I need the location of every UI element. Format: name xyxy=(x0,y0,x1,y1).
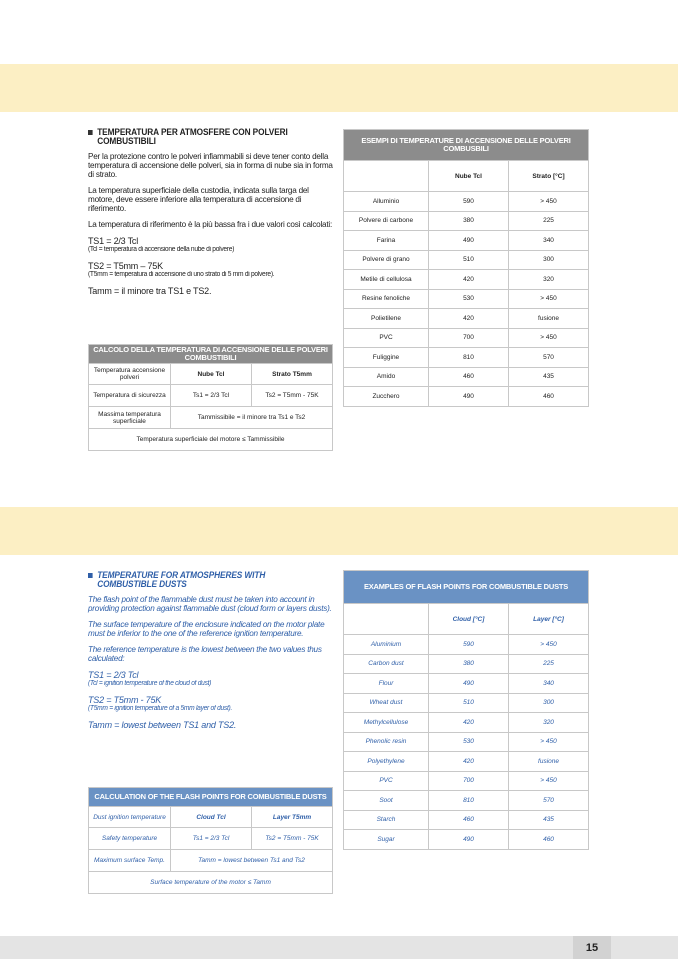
table-cell: 225 xyxy=(509,211,589,231)
material-name: Polvere di grano xyxy=(344,250,429,270)
table-cell: 420 xyxy=(429,270,509,290)
table-cell: Ts1 = 2/3 Tcl xyxy=(171,385,252,407)
table-cell: Tammissibile = il minore tra Ts1 e Ts2 xyxy=(171,407,333,429)
column-header-layer: Strato [°C] xyxy=(509,161,589,192)
table-title: EXAMPLES OF FLASH POINTS FOR COMBUSTIBLE DUSTS xyxy=(344,571,589,604)
table-cell: 340 xyxy=(509,231,589,251)
table-cell: Tamm = lowest between Ts1 and Ts2 xyxy=(171,850,333,872)
table-cell: 700 xyxy=(429,771,509,791)
column-header-cloud: Nube Tcl xyxy=(171,364,252,385)
material-name: Starch xyxy=(344,810,429,830)
english-ts1-note: (Tcl = ignition temperature of the cloud of dust) xyxy=(88,680,212,687)
english-ts2-formula: TS2 = T5mm - 75K xyxy=(88,695,162,705)
italian-tamm-formula: Tamm = il minore tra TS1 e TS2. xyxy=(88,286,212,296)
table-row xyxy=(344,211,589,231)
table-cell: 320 xyxy=(509,713,589,733)
italian-paragraph-1: Per la protezione contro le polveri infiammabili si deve tener conto della temperatura di accensione delle polveri, sia in forma di nube sia in forma di strato. xyxy=(88,151,333,179)
table-cell: 380 xyxy=(429,654,509,674)
table-row xyxy=(344,732,589,752)
table-cell: fusione xyxy=(509,309,589,329)
material-name: Methylcellulose xyxy=(344,713,429,733)
english-paragraph-3: The reference temperature is the lowest between the two values thus calculated: xyxy=(88,644,322,663)
table-cell: 810 xyxy=(429,348,509,368)
table-cell: 380 xyxy=(429,211,509,231)
table-row xyxy=(344,192,589,212)
material-name: Farina xyxy=(344,231,429,251)
table-cell: Ts2 = T5mm - 75K xyxy=(252,385,333,407)
table-cell: > 450 xyxy=(509,635,589,655)
page-number: 15 xyxy=(573,936,611,959)
table-row xyxy=(344,328,589,348)
table-row xyxy=(344,810,589,830)
table-cell: 420 xyxy=(429,309,509,329)
material-name: Zucchero xyxy=(344,387,429,407)
column-header-cloud: Nube Tcl xyxy=(429,161,509,192)
middle-color-band xyxy=(0,507,678,555)
table-row xyxy=(344,791,589,811)
italian-ts2-formula: TS2 = T5mm – 75K xyxy=(88,261,163,271)
table-cell: > 450 xyxy=(509,192,589,212)
table-cell: 530 xyxy=(429,732,509,752)
table-cell: 320 xyxy=(509,270,589,290)
table-cell: 300 xyxy=(509,693,589,713)
table-cell: 225 xyxy=(509,654,589,674)
table-cell: 510 xyxy=(429,250,509,270)
table-cell: 460 xyxy=(509,387,589,407)
material-name: Polietilene xyxy=(344,309,429,329)
row-label: Temperatura accensione polveri xyxy=(89,364,171,385)
table-row xyxy=(344,654,589,674)
table-cell: 490 xyxy=(429,387,509,407)
material-name: Aluminium xyxy=(344,635,429,655)
table-row xyxy=(344,830,589,850)
table-row xyxy=(344,713,589,733)
column-header-layer: Strato T5mm xyxy=(252,364,333,385)
english-heading: TEMPERATURE FOR ATMOSPHERES WITH COMBUSTIBLE DUSTS xyxy=(88,571,314,589)
italian-flash-point-table xyxy=(343,129,589,407)
table-row xyxy=(344,348,589,368)
english-tamm-formula: Tamm = lowest between TS1 and TS2. xyxy=(88,720,237,730)
table-cell: 490 xyxy=(429,231,509,251)
english-flash-point-table xyxy=(343,570,589,850)
table-cell: 510 xyxy=(429,693,509,713)
material-name: PVC xyxy=(344,771,429,791)
italian-paragraph-2: La temperatura superficiale della custodia, indicata sulla targa del motore, deve essere inferiore alla temperatura di accensione di riferimento. xyxy=(88,185,309,213)
table-cell: 435 xyxy=(509,367,589,387)
table-row xyxy=(344,635,589,655)
column-header-cloud: Cloud Tcl xyxy=(171,807,252,828)
table-cell: 460 xyxy=(509,830,589,850)
table-cell: 530 xyxy=(429,289,509,309)
table-cell xyxy=(344,161,429,192)
table-row xyxy=(344,309,589,329)
column-header-layer: Layer [°C] xyxy=(509,604,589,635)
italian-ts2-note: (T5mm = temperatura di accensione di uno strato di 5 mm di polvere). xyxy=(88,271,275,278)
italian-calculation-table xyxy=(88,344,333,451)
table-cell: 490 xyxy=(429,830,509,850)
english-calculation-table xyxy=(88,787,333,894)
top-color-band xyxy=(0,64,678,112)
english-ts1-formula: TS1 = 2/3 Tcl xyxy=(88,670,139,680)
table-cell: 700 xyxy=(429,328,509,348)
row-label: Temperatura di sicurezza xyxy=(89,385,171,407)
square-bullet-icon xyxy=(88,130,93,135)
table-cell: 435 xyxy=(509,810,589,830)
column-header-layer: Layer T5mm xyxy=(252,807,333,828)
table-row xyxy=(344,674,589,694)
english-paragraph-2: The surface temperature of the enclosure indicated on the motor plate must be inferior to the one of the reference ignition temperature. xyxy=(88,619,325,638)
material-name: Sugar xyxy=(344,830,429,850)
table-cell: > 450 xyxy=(509,732,589,752)
italian-ts1-note: (Tcl = temperatura di accensione della nube di polvere) xyxy=(88,246,235,253)
table-cell: 810 xyxy=(429,791,509,811)
table-row xyxy=(344,771,589,791)
row-label: Safety temperature xyxy=(89,828,171,850)
row-label: Maximum surface Temp. xyxy=(89,850,171,872)
table-cell: Ts1 = 2/3 Tcl xyxy=(171,828,252,850)
material-name: Polyethylene xyxy=(344,752,429,772)
table-title: ESEMPI DI TEMPERATURE DI ACCENSIONE DELLE POLVERI COMBUSBILI xyxy=(344,130,589,161)
material-name: Metile di cellulosa xyxy=(344,270,429,290)
italian-paragraph-3: La temperatura di riferimento è la più bassa fra i due valori così calcolati: xyxy=(88,219,333,229)
table-row xyxy=(344,367,589,387)
table-cell: fusione xyxy=(509,752,589,772)
table-row xyxy=(344,231,589,251)
table-cell: > 450 xyxy=(509,328,589,348)
table-cell: > 450 xyxy=(509,289,589,309)
table-cell: 490 xyxy=(429,674,509,694)
table-cell: 420 xyxy=(429,752,509,772)
material-name: PVC xyxy=(344,328,429,348)
table-cell: Surface temperature of the motor ≤ Tamm xyxy=(89,872,333,894)
table-row xyxy=(344,270,589,290)
row-label: Dust ignition temperature xyxy=(89,807,171,828)
table-cell: 570 xyxy=(509,348,589,368)
material-name: Phenolic resin xyxy=(344,732,429,752)
table-title: CALCOLO DELLA TEMPERATURA DI ACCENSIONE DELLE POLVERI COMBUSTIBILI xyxy=(89,345,333,364)
table-row xyxy=(344,693,589,713)
material-name: Fuliggine xyxy=(344,348,429,368)
table-cell: 460 xyxy=(429,810,509,830)
material-name: Carbon dust xyxy=(344,654,429,674)
material-name: Wheat dust xyxy=(344,693,429,713)
table-row xyxy=(344,250,589,270)
table-cell: Temperatura superficiale del motore ≤ Tammissibile xyxy=(89,429,333,451)
row-label: Massima temperatura superficiale xyxy=(89,407,171,429)
material-name: Soot xyxy=(344,791,429,811)
material-name: Flour xyxy=(344,674,429,694)
square-bullet-icon xyxy=(88,573,93,578)
material-name: Polvere di carbone xyxy=(344,211,429,231)
table-row xyxy=(344,289,589,309)
table-cell: 570 xyxy=(509,791,589,811)
table-cell: > 450 xyxy=(509,771,589,791)
table-cell: 300 xyxy=(509,250,589,270)
table-cell: Ts2 = T5mm - 75K xyxy=(252,828,333,850)
table-cell: 420 xyxy=(429,713,509,733)
material-name: Alluminio xyxy=(344,192,429,212)
italian-text-section xyxy=(88,128,334,296)
english-ts2-note: (T5mm = ignition temperature of a 5mm layer of dust). xyxy=(88,705,233,712)
table-title: CALCULATION OF THE FLASH POINTS FOR COMBUSTIBLE DUSTS xyxy=(89,788,333,807)
table-row xyxy=(344,387,589,407)
table-row xyxy=(344,752,589,772)
material-name: Amido xyxy=(344,367,429,387)
table-cell: 340 xyxy=(509,674,589,694)
english-paragraph-1: The flash point of the flammable dust must be taken into account in providing protection against flammable dust (cloud form or layers dusts). xyxy=(88,594,332,613)
column-header-cloud: Cloud [°C] xyxy=(429,604,509,635)
italian-ts1-formula: TS1 = 2/3 Tcl xyxy=(88,236,139,246)
table-cell: 590 xyxy=(429,635,509,655)
english-text-section xyxy=(88,571,334,730)
italian-heading: TEMPERATURA PER ATMOSFERE CON POLVERI COMBUSTIBILI xyxy=(88,128,314,146)
table-cell: 590 xyxy=(429,192,509,212)
table-cell: 460 xyxy=(429,367,509,387)
table-cell xyxy=(344,604,429,635)
material-name: Resine fenoliche xyxy=(344,289,429,309)
